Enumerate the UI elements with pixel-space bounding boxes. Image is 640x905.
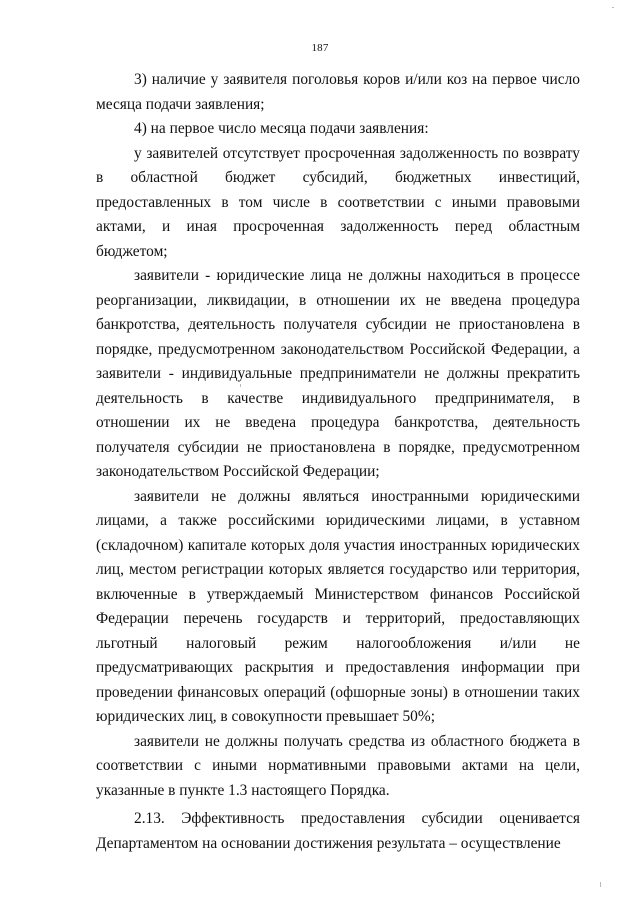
page-number: 187: [311, 42, 329, 54]
scan-speck: [612, 7, 614, 8]
scan-speck: [600, 882, 601, 887]
paragraph-item-4: 4) на первое число месяца подачи заявления:: [134, 120, 429, 137]
scan-speck: [240, 384, 241, 387]
paragraph-2-13: 2.13. Эффективность предоставления субсидии оценивается Департаментом на основании достижения результата – осуществление: [96, 810, 580, 852]
document-body: [96, 68, 580, 856]
paragraph-no-other-funds: заявители не должны получать средства из областного бюджета в соответствии с иными нормативными правовыми актами на цели, указанные в пункте 1.3 настоящего Порядка.: [96, 732, 580, 799]
paragraph-item-3: 3) наличие у заявителя поголовья коров и/или коз на первое число месяца подачи заявления;: [96, 71, 580, 113]
paragraph-no-bankruptcy: заявители - юридические лица не должны находиться в процессе реорганизации, ликвидации, в отношении их не введена процедура банкротства, деятельность получателя субсидии не приостановлена в порядке, предусмотренном законодательством Российской Федерации, а заявители - индивидуальные предприниматели не должны прекратить деятельность в качестве индивидуального предпринимателя, в отношении их не введена процедура банкротства, деятельность получателя субсидии не приостановлена в порядке, предусмотренном законодательством Российской Федерации;: [96, 267, 580, 480]
paragraph-no-debt: у заявителей отсутствует просроченная задолженность по возврату в областной бюджет субсидий, бюджетных инвестиций, предоставленных в том числе в соответствии с иными правовыми актами, и иная просроченная задолженность перед областным бюджетом;: [96, 144, 580, 260]
paragraph-not-foreign: заявители не должны являться иностранными юридическими лицами, а также российскими юридическими лицами, в уставном (складочном) капитале которых доля участия иностранных юридических лиц, местом регистрации которых является государство или территория, включенные в утверждаемый Министерством финансов Российской Федерации перечень государств и территорий, предоставляющих льготный налоговый режим налогообложения и/или не предусматривающих раскрытия и предоставления информации при проведении финансовых операций (офшорные зоны) в отношении таких юридических лиц, в совокупности превышает 50%;: [96, 487, 580, 725]
